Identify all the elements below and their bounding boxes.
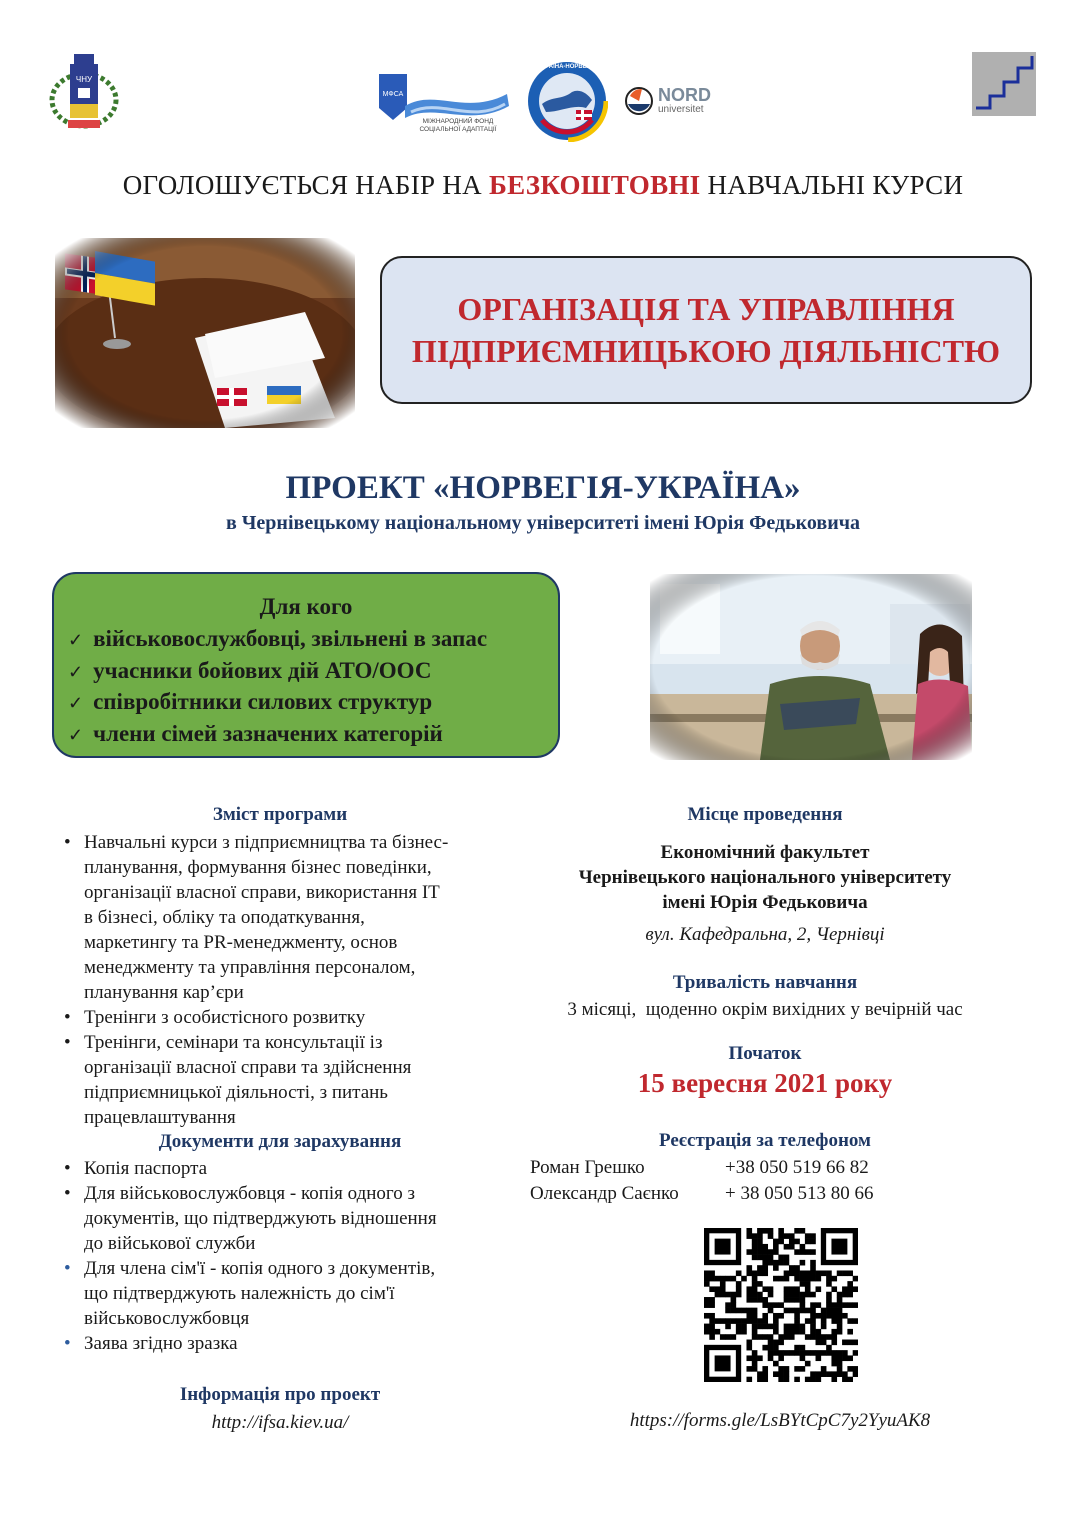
- line: організації власної справи та здійснення: [84, 1057, 412, 1078]
- line: Тренінги, семінари та консультації із: [84, 1032, 383, 1053]
- start-heading: Початок: [728, 1043, 802, 1064]
- duration-text: 3 місяці, щоденно окрім вихідних у вечірній час: [567, 999, 963, 1020]
- audience-box: [52, 572, 560, 758]
- venue-block: [520, 840, 1010, 915]
- registration-form-link[interactable]: https://forms.gle/LsBYtCpC7y2YyuAK8: [629, 1410, 931, 1431]
- bullet-icon: •: [64, 1032, 71, 1053]
- line: маркетингу та PR-менеджменту, основ: [84, 932, 398, 953]
- line: Для військовослужбовця - копія одного з: [84, 1183, 416, 1204]
- line: Навчальні курси з підприємництва та бізнес-: [84, 832, 449, 853]
- line: працевлаштування: [84, 1107, 236, 1128]
- program-item: [60, 1030, 520, 1130]
- bullet-icon: •: [64, 1183, 71, 1204]
- line: планування, формування бізнес поведінки,: [84, 857, 432, 878]
- line: військовослужбовця: [84, 1308, 250, 1329]
- headline-text-1: ОГОЛОШУЄТЬСЯ НАБІР НА: [122, 170, 490, 200]
- ukraine-norway-emblem: [526, 60, 608, 142]
- emblem-ring-text: УКРАЇНА-НОРВЕГІЯ: [537, 64, 597, 70]
- bullet-icon: •: [64, 832, 71, 853]
- line: Заява згідно зразка: [84, 1333, 238, 1354]
- line: документів, що підтверджують відношення: [84, 1208, 437, 1229]
- audience-title: Для кого: [259, 594, 353, 619]
- contact-name-2: Олександр Саєнко: [530, 1183, 679, 1204]
- program-list: [60, 830, 520, 1130]
- document-item: [60, 1181, 520, 1256]
- nord-name: NORD: [658, 85, 711, 105]
- venue-line-3: імені Юрія Федьковича: [662, 892, 868, 913]
- bullet-icon: •: [64, 1258, 71, 1279]
- audience-item: [68, 719, 487, 751]
- line: Копія паспорта: [84, 1158, 208, 1179]
- registration-qr-code[interactable]: [704, 1228, 858, 1382]
- project-subtitle: в Чернівецькому національному університеті імені Юрія Федьковича: [225, 512, 861, 534]
- headline-text-2: НАВЧАЛЬНІ КУРСИ: [700, 170, 964, 200]
- line: Для члена сім'ї - копія одного з документів,: [84, 1258, 436, 1279]
- checkmark-icon: ✓: [68, 693, 84, 713]
- flags-table-photo: [55, 238, 355, 428]
- venue-line-1: Економічний факультет: [660, 842, 870, 863]
- line: менеджменту та управління персоналом,: [84, 957, 416, 978]
- line: до військової служби: [84, 1233, 256, 1254]
- svg-text:МФСА: МФСА: [382, 91, 404, 98]
- course-title-box: [380, 256, 1032, 404]
- bullet-icon: •: [64, 1007, 71, 1028]
- stairs-logo: [972, 52, 1036, 116]
- duration-heading: Тривалість навчання: [672, 972, 858, 993]
- audience-item: [68, 656, 487, 688]
- project-link[interactable]: http://ifsa.kiev.ua/: [211, 1412, 349, 1433]
- checkmark-icon: ✓: [68, 724, 84, 745]
- contact-phone-2[interactable]: + 38 050 513 80 66: [725, 1183, 874, 1204]
- registration-heading: Реєстрація за телефоном: [659, 1130, 871, 1151]
- mfsa-foundation-logo: [375, 68, 515, 138]
- line: в бізнесі, обліку та оподаткування,: [84, 907, 365, 928]
- line: планування кар’єри: [84, 982, 244, 1003]
- info-heading: Інформація про проект: [179, 1384, 381, 1405]
- audience-item-text: військовослужбовці, звільнені в запас: [93, 626, 488, 651]
- audience-item-text: співробітники силових структур: [93, 689, 433, 714]
- venue-address: вул. Кафедральна, 2, Чернівці: [645, 924, 885, 945]
- checkmark-icon: ✓: [68, 661, 84, 682]
- program-item: [60, 830, 520, 1005]
- mfsa-caption: МІЖНАРОДНИЙ ФОНД СОЦІАЛЬНОЇ АДАПТАЦІЇ: [419, 118, 497, 133]
- project-title: ПРОЕКТ «НОРВЕГІЯ-УКРАЇНА»: [285, 470, 801, 506]
- program-heading: Зміст програми: [212, 804, 348, 825]
- audience-list: [68, 624, 487, 750]
- audience-item: [68, 624, 487, 656]
- documents-list: [60, 1156, 520, 1356]
- program-item: [60, 1005, 520, 1030]
- bullet-icon: •: [64, 1158, 71, 1179]
- document-item: [60, 1331, 520, 1356]
- line: підприємницької діяльності, з питань: [84, 1082, 388, 1103]
- headline-highlight: БЕЗКОШТОВНІ: [489, 170, 701, 200]
- document-item: [60, 1256, 520, 1331]
- announcement-headline: [0, 170, 1086, 201]
- line: Тренінги з особистісного розвитку: [84, 1007, 366, 1028]
- contact-name-1: Роман Грешко: [530, 1157, 645, 1178]
- line: організації власної справи, використання IT: [84, 882, 440, 903]
- svg-text:ЧНУ: ЧНУ: [75, 75, 93, 84]
- bullet-icon: •: [64, 1333, 71, 1354]
- nord-subtitle: universitet: [658, 104, 704, 115]
- contact-phone-1[interactable]: +38 050 519 66 82: [725, 1157, 869, 1178]
- line: що підтверджують належність до сім'ї: [84, 1283, 395, 1304]
- nord-universitet-logo: [624, 84, 724, 118]
- course-title-line-2: ПІДПРИЄМНИЦЬКОЮ ДІЯЛЬНІСТЮ: [411, 333, 1001, 369]
- classroom-photo: [650, 574, 972, 760]
- venue-line-2: Чернівецького національного університету: [578, 867, 952, 888]
- audience-item-text: учасники бойових дій АТО/ООС: [93, 657, 432, 683]
- checkmark-icon: ✓: [68, 630, 84, 650]
- venue-heading: Місце проведення: [687, 804, 843, 825]
- start-date: 15 вересня 2021 року: [637, 1068, 893, 1098]
- documents-heading: Документи для зарахування: [158, 1131, 402, 1152]
- audience-item-text: члени сімей зазначених категорій: [93, 720, 443, 746]
- university-crest-logo: [48, 50, 120, 134]
- course-title-line-1: ОРГАНІЗАЦІЯ ТА УПРАВЛІННЯ: [457, 291, 955, 327]
- document-item: [60, 1156, 520, 1181]
- audience-item: [68, 687, 487, 719]
